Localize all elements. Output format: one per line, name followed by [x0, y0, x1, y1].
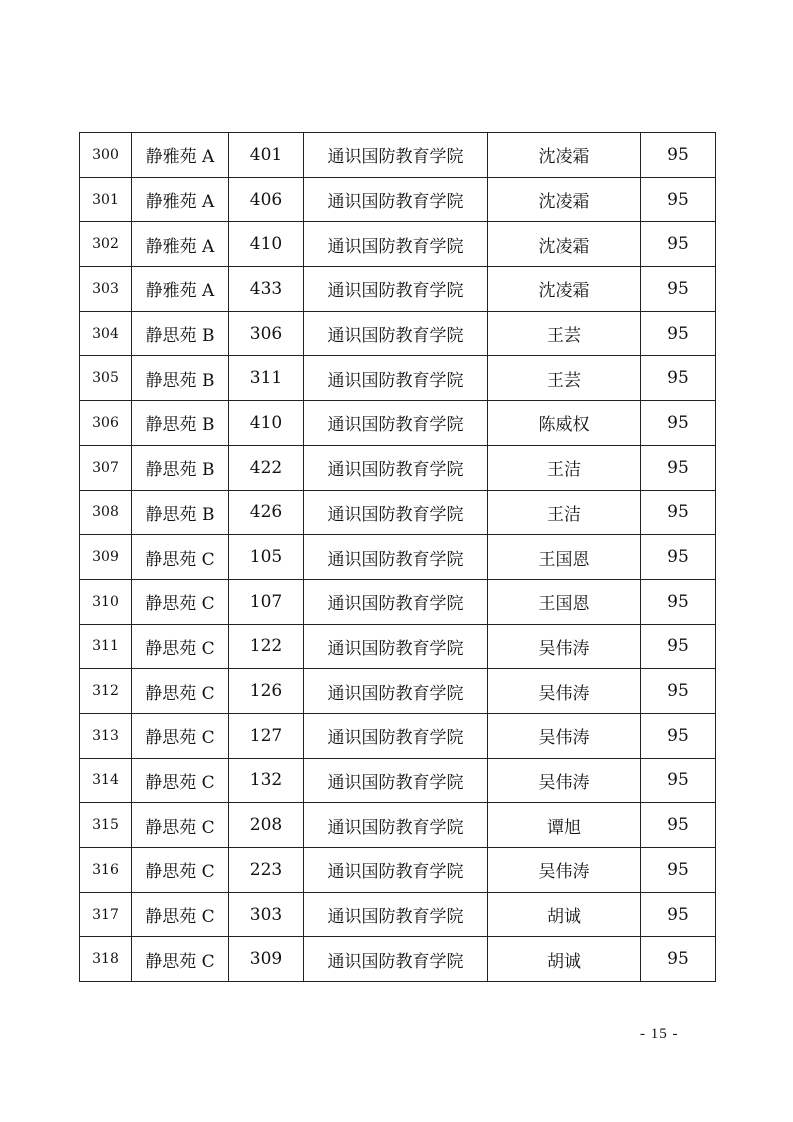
room-number-cell: 126 — [229, 669, 304, 714]
score-cell: 95 — [641, 535, 716, 580]
row-number-cell: 300 — [80, 133, 132, 178]
person-cell: 王芸 — [488, 356, 641, 401]
room-number-cell: 208 — [229, 803, 304, 848]
building-cell: 静思苑 B — [132, 445, 229, 490]
college-cell: 通识国防教育学院 — [304, 356, 488, 401]
room-number-cell: 426 — [229, 490, 304, 535]
row-number-cell: 315 — [80, 803, 132, 848]
person-cell: 胡诚 — [488, 937, 641, 982]
building-cell: 静思苑 C — [132, 535, 229, 580]
table-row — [80, 803, 716, 848]
row-number-cell: 317 — [80, 892, 132, 937]
table-row — [80, 937, 716, 982]
table-row — [80, 892, 716, 937]
score-cell: 95 — [641, 490, 716, 535]
room-number-cell: 422 — [229, 445, 304, 490]
person-cell: 陈威权 — [488, 401, 641, 446]
college-cell: 通识国防教育学院 — [304, 669, 488, 714]
person-cell: 王芸 — [488, 311, 641, 356]
room-number-cell: 107 — [229, 579, 304, 624]
person-cell: 胡诚 — [488, 892, 641, 937]
row-number-cell: 301 — [80, 177, 132, 222]
person-cell: 沈凌霜 — [488, 267, 641, 312]
person-cell: 吴伟涛 — [488, 713, 641, 758]
college-cell: 通识国防教育学院 — [304, 133, 488, 178]
room-number-cell: 306 — [229, 311, 304, 356]
row-number-cell: 306 — [80, 401, 132, 446]
college-cell: 通识国防教育学院 — [304, 490, 488, 535]
college-cell: 通识国防教育学院 — [304, 445, 488, 490]
table-row — [80, 401, 716, 446]
room-number-cell: 105 — [229, 535, 304, 580]
room-number-cell: 132 — [229, 758, 304, 803]
room-number-cell: 223 — [229, 848, 304, 893]
row-number-cell: 312 — [80, 669, 132, 714]
table-row — [80, 535, 716, 580]
building-cell: 静思苑 C — [132, 892, 229, 937]
row-number-cell: 311 — [80, 624, 132, 669]
person-cell: 吴伟涛 — [488, 669, 641, 714]
building-cell: 静思苑 C — [132, 758, 229, 803]
building-cell: 静思苑 B — [132, 490, 229, 535]
college-cell: 通识国防教育学院 — [304, 177, 488, 222]
room-number-cell: 122 — [229, 624, 304, 669]
score-cell: 95 — [641, 177, 716, 222]
person-cell: 王国恩 — [488, 535, 641, 580]
row-number-cell: 318 — [80, 937, 132, 982]
college-cell: 通识国防教育学院 — [304, 758, 488, 803]
building-cell: 静思苑 B — [132, 356, 229, 401]
college-cell: 通识国防教育学院 — [304, 535, 488, 580]
row-number-cell: 308 — [80, 490, 132, 535]
room-number-cell: 401 — [229, 133, 304, 178]
page-number: - 15 - — [640, 1026, 679, 1042]
building-cell: 静雅苑 A — [132, 267, 229, 312]
building-cell: 静思苑 B — [132, 311, 229, 356]
college-cell: 通识国防教育学院 — [304, 222, 488, 267]
score-cell: 95 — [641, 803, 716, 848]
score-cell: 95 — [641, 401, 716, 446]
score-cell: 95 — [641, 267, 716, 312]
row-number-cell: 304 — [80, 311, 132, 356]
row-number-cell: 303 — [80, 267, 132, 312]
score-cell: 95 — [641, 356, 716, 401]
table-row — [80, 356, 716, 401]
score-cell: 95 — [641, 133, 716, 178]
college-cell: 通识国防教育学院 — [304, 803, 488, 848]
room-number-cell: 410 — [229, 222, 304, 267]
score-cell: 95 — [641, 222, 716, 267]
college-cell: 通识国防教育学院 — [304, 713, 488, 758]
row-number-cell: 316 — [80, 848, 132, 893]
table-row — [80, 579, 716, 624]
score-cell: 95 — [641, 445, 716, 490]
room-number-cell: 309 — [229, 937, 304, 982]
row-number-cell: 313 — [80, 713, 132, 758]
dormitory-score-table — [79, 132, 716, 982]
table-row — [80, 177, 716, 222]
table-row — [80, 222, 716, 267]
row-number-cell: 309 — [80, 535, 132, 580]
building-cell: 静思苑 C — [132, 937, 229, 982]
table-row — [80, 490, 716, 535]
person-cell: 王洁 — [488, 445, 641, 490]
row-number-cell: 302 — [80, 222, 132, 267]
college-cell: 通识国防教育学院 — [304, 401, 488, 446]
building-cell: 静思苑 C — [132, 624, 229, 669]
table-row — [80, 311, 716, 356]
person-cell: 吴伟涛 — [488, 624, 641, 669]
college-cell: 通识国防教育学院 — [304, 311, 488, 356]
room-number-cell: 127 — [229, 713, 304, 758]
person-cell: 谭旭 — [488, 803, 641, 848]
table-row — [80, 445, 716, 490]
college-cell: 通识国防教育学院 — [304, 624, 488, 669]
score-cell: 95 — [641, 311, 716, 356]
row-number-cell: 314 — [80, 758, 132, 803]
score-cell: 95 — [641, 713, 716, 758]
table-row — [80, 267, 716, 312]
building-cell: 静思苑 C — [132, 713, 229, 758]
score-cell: 95 — [641, 892, 716, 937]
score-cell: 95 — [641, 669, 716, 714]
person-cell: 王洁 — [488, 490, 641, 535]
building-cell: 静思苑 C — [132, 848, 229, 893]
college-cell: 通识国防教育学院 — [304, 848, 488, 893]
building-cell: 静思苑 B — [132, 401, 229, 446]
score-cell: 95 — [641, 624, 716, 669]
person-cell: 王国恩 — [488, 579, 641, 624]
building-cell: 静思苑 C — [132, 669, 229, 714]
table-row — [80, 758, 716, 803]
person-cell: 吴伟涛 — [488, 848, 641, 893]
building-cell: 静雅苑 A — [132, 222, 229, 267]
person-cell: 沈凌霜 — [488, 177, 641, 222]
row-number-cell: 310 — [80, 579, 132, 624]
person-cell: 沈凌霜 — [488, 133, 641, 178]
row-number-cell: 307 — [80, 445, 132, 490]
college-cell: 通识国防教育学院 — [304, 892, 488, 937]
room-number-cell: 410 — [229, 401, 304, 446]
building-cell: 静雅苑 A — [132, 133, 229, 178]
room-number-cell: 311 — [229, 356, 304, 401]
score-cell: 95 — [641, 758, 716, 803]
college-cell: 通识国防教育学院 — [304, 267, 488, 312]
score-cell: 95 — [641, 937, 716, 982]
table-row — [80, 713, 716, 758]
building-cell: 静思苑 C — [132, 579, 229, 624]
person-cell: 吴伟涛 — [488, 758, 641, 803]
room-number-cell: 433 — [229, 267, 304, 312]
building-cell: 静雅苑 A — [132, 177, 229, 222]
building-cell: 静思苑 C — [132, 803, 229, 848]
table-row — [80, 848, 716, 893]
score-cell: 95 — [641, 579, 716, 624]
person-cell: 沈凌霜 — [488, 222, 641, 267]
table-row — [80, 669, 716, 714]
college-cell: 通识国防教育学院 — [304, 579, 488, 624]
row-number-cell: 305 — [80, 356, 132, 401]
room-number-cell: 406 — [229, 177, 304, 222]
table-row — [80, 133, 716, 178]
table-row — [80, 624, 716, 669]
room-number-cell: 303 — [229, 892, 304, 937]
table-body — [80, 133, 716, 982]
college-cell: 通识国防教育学院 — [304, 937, 488, 982]
score-cell: 95 — [641, 848, 716, 893]
